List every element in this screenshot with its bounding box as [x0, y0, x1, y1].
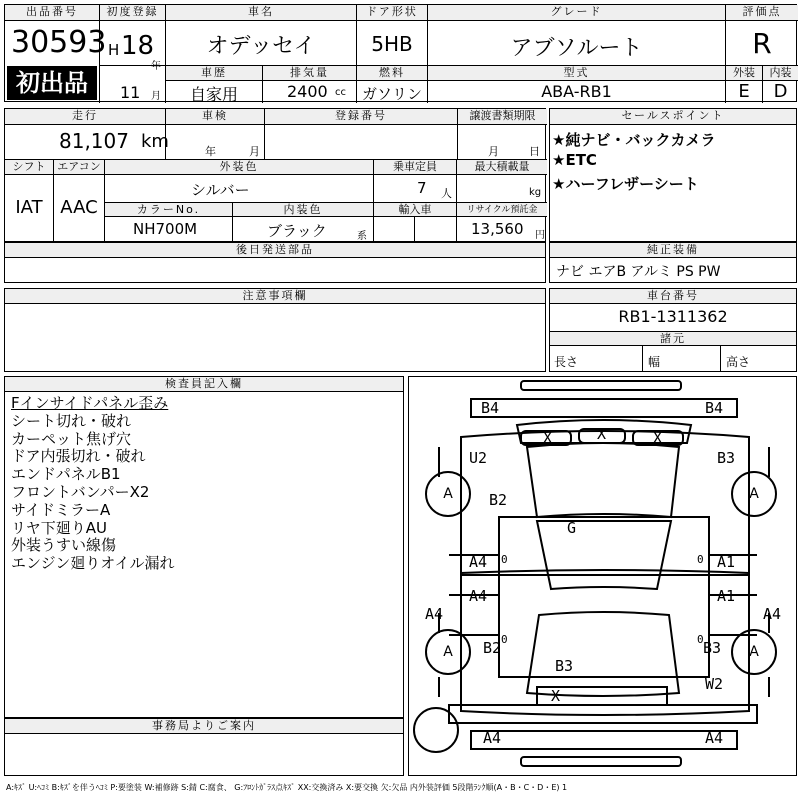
inspector-note: エンジン廻りオイル漏れ: [11, 554, 175, 573]
recycle-label: リサイクル預託金: [457, 203, 547, 217]
office-block: [4, 718, 404, 776]
score: R: [752, 27, 772, 60]
damage-code: 0: [501, 553, 508, 566]
displacement: 2400: [287, 82, 328, 101]
inspector-note: 外装うすい線傷: [11, 536, 117, 555]
damage-diagram: [408, 376, 797, 776]
damage-code: B3: [555, 657, 574, 675]
insp-year-unit: 年: [205, 145, 216, 158]
header-block: [4, 4, 797, 102]
reg-label: 初度登録: [100, 5, 165, 21]
legend: A:ｷｽﾞ U:ﾍｺﾐ B:ｷｽﾞを伴うﾍｺﾐ P:要塗装 W:補修跡 S:錆 C:腐食、 G:ﾌﾛﾝﾄｶﾞﾗｽ点ｷｽﾞ XX:交換済み X:要交換 欠:欠品 内外装評価 5段階ﾗﾝｸ順(A・B・C・D・E) 1: [6, 783, 568, 792]
inspection-label: 車検: [166, 109, 264, 125]
first-listing-badge: 初出品: [7, 66, 97, 100]
wheel-front-right: [731, 471, 777, 517]
damage-code: X: [597, 425, 607, 443]
parts-label: 後日発送部品: [5, 243, 545, 258]
history: 自家用: [189, 85, 238, 104]
plate-label: 登録番号: [265, 109, 457, 125]
damage-code: A: [749, 486, 759, 502]
km-unit: km: [141, 131, 169, 152]
import-label: 輸入車: [374, 203, 456, 217]
inspector-notes-list: [11, 395, 175, 573]
lot-number: 30593: [11, 25, 107, 60]
load-label: 最大積載量: [457, 160, 547, 175]
deadline-label: 譲渡書類期限: [458, 109, 547, 125]
recycle: 13,560: [471, 220, 524, 238]
history-label: 車歴: [166, 66, 262, 81]
color: シルバー: [191, 181, 250, 199]
car-label: 車名: [166, 5, 356, 21]
capacity: 7: [417, 179, 427, 197]
shift-label: シフト: [5, 160, 53, 175]
car-name: オデッセイ: [206, 34, 316, 59]
inspector-note: シート切れ・破れ: [11, 411, 132, 430]
damage-code: A4: [425, 605, 444, 623]
equipment-block: [549, 242, 797, 283]
score-label: 評価点: [726, 5, 798, 21]
height-label: 高さ: [726, 355, 751, 369]
damage-code: W2: [705, 675, 724, 693]
equipment: ナビ エアB アルミ PS PW: [556, 264, 721, 280]
intcolor-label: 内装色: [233, 203, 373, 217]
color-label: 外装色: [105, 160, 373, 175]
int-label: 内装: [763, 66, 798, 81]
dl-day-unit: 日: [529, 145, 540, 158]
model: ABA-RB1: [541, 82, 612, 101]
inspector-note: エンドパネルB1: [11, 465, 121, 484]
damage-code: 0: [697, 553, 704, 566]
damage-code: X: [653, 429, 663, 447]
sales-point-2: ★ETC: [552, 151, 597, 169]
fuel: ガソリン: [361, 85, 422, 103]
parts-block: [4, 242, 546, 283]
month-unit: 月: [151, 91, 161, 102]
inspector-block: [4, 376, 404, 718]
model-label: 型式: [428, 66, 725, 81]
insp-month-unit: 月: [249, 145, 260, 158]
inspector-label: 検査員記入欄: [5, 377, 403, 392]
wheel-front-left: [425, 471, 471, 517]
ac-label: エアコン: [54, 160, 104, 175]
damage-code: G: [567, 519, 577, 537]
width-label: 幅: [648, 355, 661, 369]
intcolor: ブラック: [267, 222, 327, 240]
damage-code: B3: [703, 639, 722, 657]
chassis-label: 車台番号: [550, 289, 796, 304]
notes-block: [4, 288, 546, 372]
sales-label: セールスポイント: [550, 109, 796, 125]
damage-code: 0: [501, 633, 508, 646]
wheel-rear-right: [731, 629, 777, 675]
mileage-label: 走行: [5, 109, 165, 125]
inspector-note: ドア内張切れ・破れ: [11, 447, 146, 466]
colorno: NH700M: [133, 220, 198, 238]
displacement-label: 排気量: [263, 66, 356, 81]
year-unit: 年: [151, 61, 161, 72]
kg-unit: kg: [529, 187, 542, 198]
damage-code: A4: [483, 729, 502, 747]
damage-code: B4: [705, 399, 724, 417]
reg-month: 11: [120, 83, 141, 102]
yen-unit: 円: [535, 230, 545, 241]
ext-grade: E: [738, 81, 750, 102]
inspector-note: フロントバンパーX2: [11, 482, 150, 501]
damage-code: X: [551, 687, 561, 705]
damage-code: A1: [717, 553, 736, 571]
chassis-number: RB1-1311362: [618, 307, 728, 326]
shift: IAT: [15, 197, 43, 218]
damage-code: A: [443, 644, 453, 660]
era: H: [108, 41, 120, 59]
sales-point-3: ★ハーフレザーシート: [552, 175, 699, 193]
inspector-note: サイドミラーA: [11, 500, 111, 519]
office-label: 事務局よりご案内: [5, 719, 403, 734]
notes-label: 注意事項欄: [5, 289, 545, 304]
inspector-note: リヤ下廻りAU: [11, 518, 107, 537]
dims-label: 諸元: [550, 331, 796, 346]
reg-year: 18: [121, 31, 155, 61]
damage-code: A4: [705, 729, 724, 747]
colorno-label: カラーNo.: [105, 203, 232, 217]
kei-unit: 系: [357, 231, 367, 242]
spec-block: [4, 108, 546, 242]
capacity-label: 乗車定員: [374, 160, 456, 175]
cc-unit: cc: [335, 87, 346, 98]
door-label: ドア形状: [357, 5, 427, 21]
damage-code: B2: [489, 491, 508, 509]
length-label: 長さ: [554, 355, 579, 369]
ac: AAC: [60, 197, 98, 218]
sales-points-block: [549, 108, 797, 242]
equip-label: 純正装備: [550, 243, 796, 258]
door-type: 5HB: [371, 32, 413, 56]
damage-code: A4: [469, 587, 488, 605]
damage-code: A1: [717, 587, 736, 605]
grade: アブソルート: [510, 36, 643, 61]
int-grade: D: [773, 81, 788, 102]
grade-label: グレード: [428, 5, 725, 21]
sales-point-1: ★純ナビ・バックカメラ: [552, 131, 716, 149]
mileage: 81,107: [59, 129, 129, 153]
damage-code: U2: [469, 449, 488, 467]
ext-label: 外装: [726, 66, 762, 81]
damage-code: B3: [717, 449, 736, 467]
chassis-block: [549, 288, 797, 372]
damage-code: B2: [483, 639, 502, 657]
spare-tire: [413, 707, 459, 753]
lot-label: 出品番号: [5, 5, 99, 21]
damage-code: B4: [481, 399, 500, 417]
damage-code: A: [749, 644, 759, 660]
damage-code: 0: [697, 633, 704, 646]
damage-code: X: [543, 429, 553, 447]
wheel-rear-left: [425, 629, 471, 675]
damage-code: A4: [469, 553, 488, 571]
inspector-note: Fインサイドパネル歪み: [11, 394, 169, 412]
damage-code: A: [443, 486, 453, 502]
inspector-note: カーペット焦げ穴: [11, 429, 132, 448]
dl-month-unit: 月: [488, 145, 499, 158]
fuel-label: 燃料: [357, 66, 427, 81]
person-unit: 人: [441, 187, 452, 200]
damage-code: A4: [763, 605, 782, 623]
